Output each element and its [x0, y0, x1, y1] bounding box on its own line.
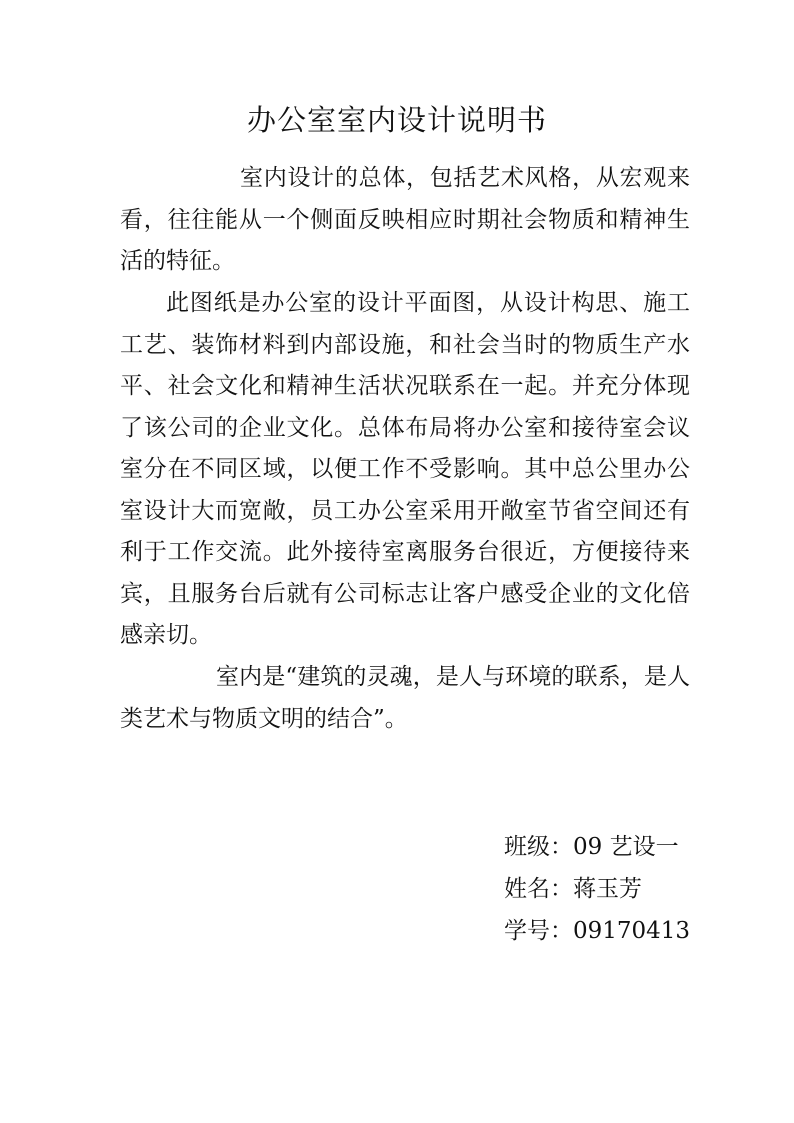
document-title: 办公室室内设计说明书 [246, 103, 547, 137]
paragraph-design-description: 此图纸是办公室的设计平面图，从设计构思、施工工艺、装饰材料到内部设施，和社会当时的物质生产水平、社会文化和精神生活状况联系在一起。并充分体现了该公司的企业文化。总体布局将办公室和接待室会议室分在不同区域，以便工作不受影响。其中总公里办公室设计大而宽敞，员工办公室采用开敞室节省空间还有利于工作交流。此外接待室离服务台很近，方便接待来宾，且服务台后就有公司标志让客户感受企业的文化倍感亲切。 [120, 290, 690, 648]
name-row [504, 868, 704, 910]
class-row [504, 826, 704, 868]
student-id-row [504, 910, 704, 952]
name-value: 蒋玉芳 [573, 876, 642, 902]
name-label: 姓名： [504, 876, 573, 902]
student-id-label: 学号： [504, 918, 573, 944]
paragraph-overview: 室内设计的总体，包括艺术风格，从宏观来看，往往能从一个侧面反映相应时期社会物质和精神生活的特征。 [120, 165, 690, 274]
class-label: 班级： [504, 834, 573, 860]
student-id-value: 09170413 [573, 918, 691, 944]
paragraph-conclusion: 室内是“建筑的灵魂，是人与环境的联系，是人类艺术与物质文明的结合”。 [120, 664, 690, 732]
class-value: 09 艺设一 [573, 834, 679, 860]
student-info [504, 826, 704, 952]
